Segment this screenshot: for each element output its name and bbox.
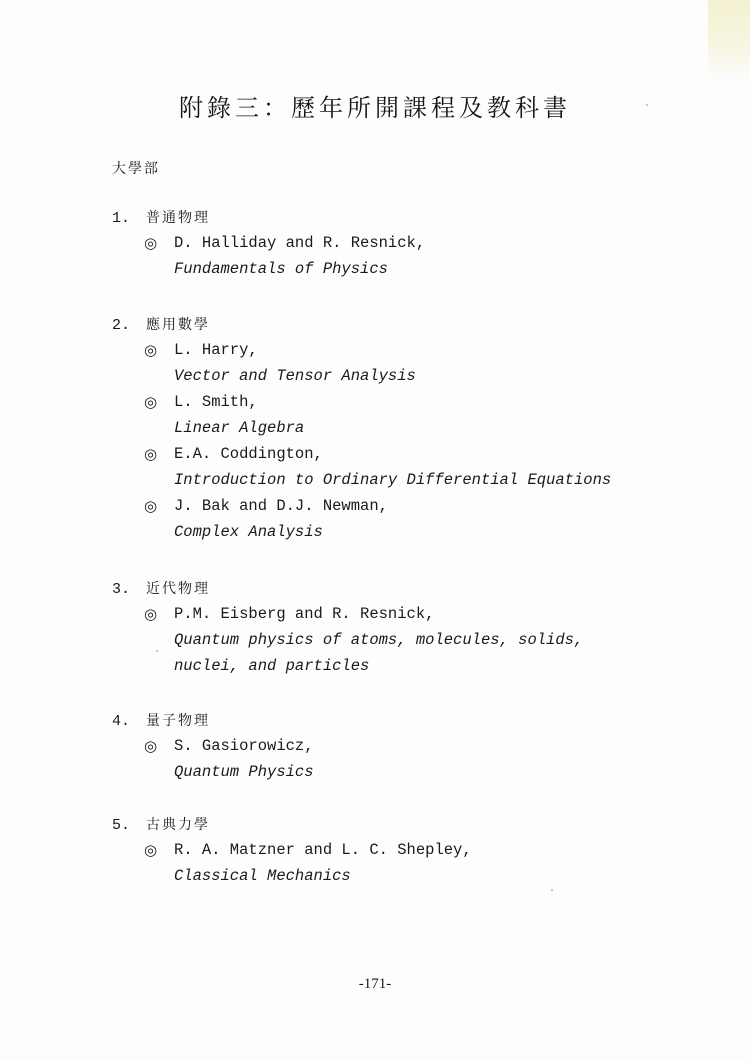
course-4 bbox=[112, 707, 672, 785]
course-number: 4. bbox=[112, 713, 131, 730]
page-number: -171- bbox=[358, 976, 392, 992]
paper-discoloration bbox=[708, 0, 750, 80]
course-heading bbox=[112, 204, 672, 230]
course-heading bbox=[112, 575, 672, 601]
course-number: 5. bbox=[112, 817, 131, 834]
book-title bbox=[174, 863, 672, 889]
book-title-line: Quantum Physics bbox=[174, 763, 314, 781]
book-author: L. Harry, bbox=[174, 341, 258, 359]
double-circle-bullet-icon: ◎ bbox=[144, 841, 158, 859]
book-title-line: Classical Mechanics bbox=[174, 867, 351, 885]
book-title-line: Linear Algebra bbox=[174, 419, 305, 437]
book-author: S. Gasiorowicz, bbox=[174, 737, 314, 755]
book-title bbox=[174, 627, 672, 679]
course-name: 普通物理 bbox=[146, 210, 210, 226]
course-heading bbox=[112, 811, 672, 837]
course-5 bbox=[112, 811, 672, 889]
textbook-entry bbox=[112, 389, 672, 441]
double-circle-bullet-icon: ◎ bbox=[144, 497, 158, 515]
course-2 bbox=[112, 311, 672, 545]
double-circle-bullet-icon: ◎ bbox=[144, 737, 158, 755]
book-title-line: nuclei, and particles bbox=[174, 657, 370, 675]
course-name: 近代物理 bbox=[146, 581, 210, 597]
book-title bbox=[174, 467, 672, 493]
page-title: 附錄三：歷年所開課程及教科書 bbox=[179, 94, 571, 122]
textbook-entry bbox=[112, 441, 672, 493]
course-name: 應用數學 bbox=[146, 317, 210, 333]
section-heading: 大學部 bbox=[112, 161, 160, 177]
course-name: 古典力學 bbox=[146, 817, 210, 833]
course-number: 1. bbox=[112, 210, 131, 227]
scan-speck bbox=[551, 889, 553, 891]
book-author: L. Smith, bbox=[174, 393, 258, 411]
double-circle-bullet-icon: ◎ bbox=[144, 445, 158, 463]
book-author: P.M. Eisberg and R. Resnick, bbox=[174, 605, 435, 623]
double-circle-bullet-icon: ◎ bbox=[144, 234, 158, 252]
book-author: R. A. Matzner and L. C. Shepley, bbox=[174, 841, 472, 859]
textbook-entry bbox=[112, 837, 672, 889]
book-author: D. Halliday and R. Resnick, bbox=[174, 234, 426, 252]
course-heading bbox=[112, 707, 672, 733]
textbook-entry bbox=[112, 493, 672, 545]
course-heading bbox=[112, 311, 672, 337]
textbook-entry bbox=[112, 230, 672, 282]
double-circle-bullet-icon: ◎ bbox=[144, 341, 158, 359]
double-circle-bullet-icon: ◎ bbox=[144, 605, 158, 623]
course-1 bbox=[112, 204, 672, 282]
book-author: E.A. Coddington, bbox=[174, 445, 323, 463]
book-title-line: Quantum physics of atoms, molecules, solids, bbox=[174, 631, 584, 649]
course-3 bbox=[112, 575, 672, 679]
book-title bbox=[174, 759, 672, 785]
book-title-line: Introduction to Ordinary Differential Equations bbox=[174, 471, 612, 489]
book-title bbox=[174, 415, 672, 441]
book-title-line: Fundamentals of Physics bbox=[174, 260, 388, 278]
textbook-entry bbox=[112, 733, 672, 785]
book-title-line: Vector and Tensor Analysis bbox=[174, 367, 416, 385]
double-circle-bullet-icon: ◎ bbox=[144, 393, 158, 411]
book-title-line: Complex Analysis bbox=[174, 523, 323, 541]
course-name: 量子物理 bbox=[146, 713, 210, 729]
textbook-entry bbox=[112, 601, 672, 679]
textbook-entry bbox=[112, 337, 672, 389]
book-title bbox=[174, 363, 672, 389]
book-title bbox=[174, 519, 672, 545]
course-number: 2. bbox=[112, 317, 131, 334]
book-author: J. Bak and D.J. Newman, bbox=[174, 497, 388, 515]
book-title bbox=[174, 256, 672, 282]
course-number: 3. bbox=[112, 581, 131, 598]
